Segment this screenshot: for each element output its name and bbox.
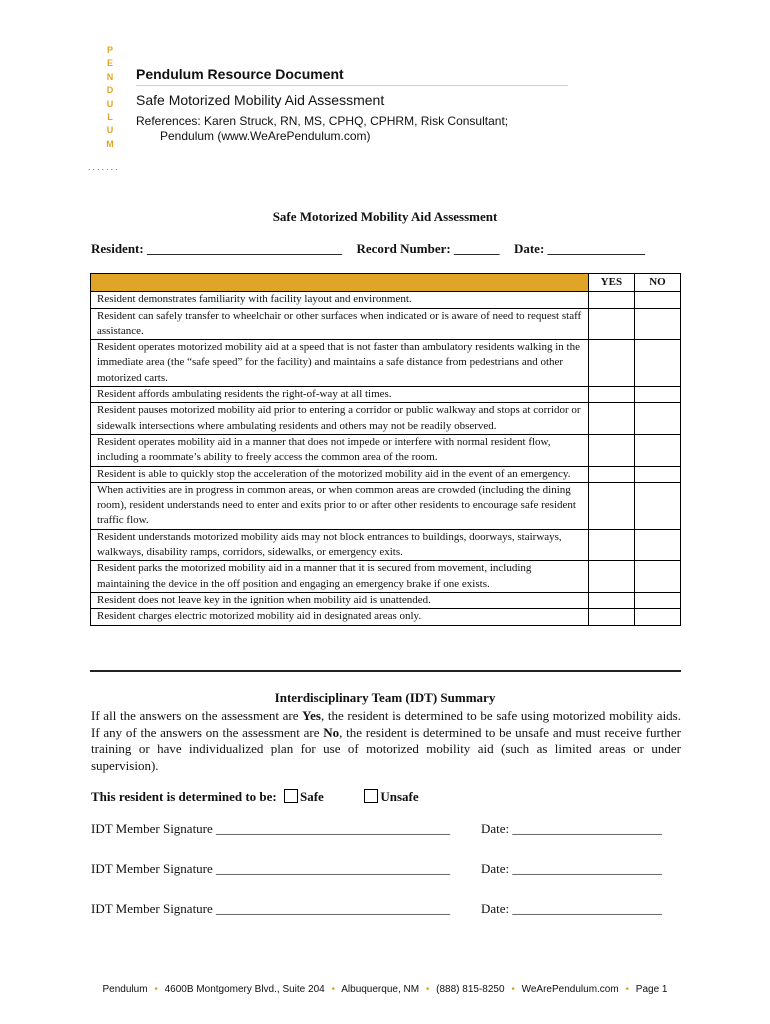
yes-cell[interactable] bbox=[588, 482, 634, 529]
form-title: Safe Motorized Mobility Aid Assessment bbox=[272, 209, 498, 224]
idt-text-part: , the resident is determined to be unsafe and must receive further training or have individualized plan for use of motorized mobility aid (such as limited areas or under supervision). bbox=[91, 724, 681, 773]
determination-label: This resident is determined to be: bbox=[91, 789, 277, 804]
header-references bbox=[136, 114, 568, 144]
no-cell[interactable] bbox=[634, 292, 680, 308]
logo-letter: D bbox=[106, 85, 114, 96]
table-row bbox=[91, 292, 681, 308]
signature-line[interactable] bbox=[91, 821, 681, 837]
no-cell[interactable] bbox=[634, 434, 680, 466]
yes-cell[interactable] bbox=[588, 308, 634, 340]
table-row bbox=[91, 308, 681, 340]
footer-separator: • bbox=[511, 984, 515, 995]
table-row bbox=[91, 466, 681, 482]
table-row bbox=[91, 529, 681, 561]
resident-field[interactable]: ______________________________ bbox=[146, 241, 342, 256]
table-row bbox=[91, 340, 681, 387]
signature-field[interactable]: IDT Member Signature ____________________________________ bbox=[91, 861, 451, 876]
footer-separator: • bbox=[625, 984, 629, 995]
record-number-field[interactable]: _______ bbox=[453, 241, 500, 256]
no-cell[interactable] bbox=[634, 466, 680, 482]
yes-cell[interactable] bbox=[588, 292, 634, 308]
footer-web[interactable]: WeArePendulum.com bbox=[521, 984, 619, 995]
no-column-header: NO bbox=[634, 274, 680, 292]
logo-letter: P bbox=[106, 45, 113, 55]
yes-cell[interactable] bbox=[588, 387, 634, 403]
resident-info-line bbox=[91, 241, 681, 257]
footer-phone: (888) 815-8250 bbox=[436, 984, 505, 995]
logo-letter: E bbox=[106, 58, 113, 69]
determination-line bbox=[91, 789, 419, 805]
logo-letter: U bbox=[106, 98, 114, 109]
no-cell[interactable] bbox=[634, 561, 680, 593]
table-row bbox=[91, 561, 681, 593]
idt-summary-title: Interdisciplinary Team (IDT) Summary bbox=[274, 690, 496, 705]
idt-summary-text bbox=[91, 708, 681, 774]
unsafe-checkbox[interactable] bbox=[364, 789, 378, 803]
yes-cell[interactable] bbox=[588, 434, 634, 466]
document-header bbox=[136, 66, 568, 144]
table-row bbox=[91, 609, 681, 625]
logo-letter: L bbox=[107, 112, 113, 123]
question-cell: When activities are in progress in common areas, or when common areas are crowded (including the dining room), resident understands need to enter and exits prior to or after other residents to encourage safe resident traffic flow. bbox=[91, 482, 589, 529]
no-cell[interactable] bbox=[634, 403, 680, 435]
question-cell: Resident can safely transfer to wheelchair or other surfaces when indicated or is aware of need to request staff assistance. bbox=[91, 308, 589, 340]
no-cell[interactable] bbox=[634, 482, 680, 529]
logo-letter: M bbox=[106, 138, 114, 149]
footer-separator: • bbox=[154, 984, 158, 995]
yes-cell[interactable] bbox=[588, 403, 634, 435]
record-number-label: Record Number: bbox=[356, 241, 451, 256]
table-header-row bbox=[91, 274, 681, 292]
table-row bbox=[91, 482, 681, 529]
no-cell[interactable] bbox=[634, 609, 680, 625]
footer-address: 4600B Montgomery Blvd., Suite 204 bbox=[164, 984, 325, 995]
yes-cell[interactable] bbox=[588, 529, 634, 561]
question-cell: Resident charges electric motorized mobility aid in designated areas only. bbox=[91, 609, 589, 625]
section-divider bbox=[90, 670, 681, 672]
yes-cell[interactable] bbox=[588, 592, 634, 608]
signature-field[interactable]: IDT Member Signature ____________________________________ bbox=[91, 821, 451, 836]
yes-column-header: YES bbox=[588, 274, 634, 292]
yes-cell[interactable] bbox=[588, 609, 634, 625]
logo-dots: ....... bbox=[88, 162, 120, 172]
table-row bbox=[91, 403, 681, 435]
yes-cell[interactable] bbox=[588, 340, 634, 387]
question-cell: Resident demonstrates familiarity with facility layout and environment. bbox=[91, 292, 589, 308]
yes-word: Yes bbox=[302, 708, 321, 723]
footer-city: Albuquerque, NM bbox=[341, 984, 420, 995]
footer-org: Pendulum bbox=[102, 984, 148, 995]
references-line-1: References: Karen Struck, RN, MS, CPHQ, CPHRM, Risk Consultant; bbox=[136, 114, 509, 128]
header-title: Pendulum Resource Document bbox=[136, 66, 568, 86]
header-subtitle: Safe Motorized Mobility Aid Assessment bbox=[136, 92, 385, 108]
logo-letter: U bbox=[106, 125, 114, 136]
no-word: No bbox=[323, 724, 340, 740]
date-field[interactable]: _______________ bbox=[547, 241, 646, 256]
signature-line[interactable] bbox=[91, 901, 681, 917]
question-cell: Resident parks the motorized mobility aid in a manner that it is secured from movement, including maintaining the device in the off position and engaging an emergency brake if one exists. bbox=[91, 561, 589, 593]
signature-date-field[interactable]: Date: _______________________ bbox=[481, 901, 662, 916]
yes-cell[interactable] bbox=[588, 466, 634, 482]
table-row bbox=[91, 387, 681, 403]
table-row bbox=[91, 592, 681, 608]
page-footer bbox=[0, 984, 770, 995]
safe-label: Safe bbox=[299, 789, 324, 804]
idt-text-part: If all the answers on the assessment are bbox=[91, 708, 303, 723]
signature-field[interactable]: IDT Member Signature ____________________________________ bbox=[91, 901, 451, 916]
no-cell[interactable] bbox=[634, 592, 680, 608]
references-line-2: Pendulum (www.WeArePendulum.com) bbox=[160, 129, 371, 143]
no-cell[interactable] bbox=[634, 387, 680, 403]
no-cell[interactable] bbox=[634, 308, 680, 340]
date-label: Date: bbox=[513, 241, 545, 256]
yes-cell[interactable] bbox=[588, 561, 634, 593]
question-cell: Resident understands motorized mobility aids may not block entrances to buildings, doorways, stairways, walkways, disability ramps, corridors, sidewalks, or emergency exits. bbox=[91, 529, 589, 561]
idt-text-part: , the resident is determined to be safe using motorized mobility aids. If any of the answers on the assessment are bbox=[91, 708, 681, 740]
signature-date-field[interactable]: Date: _______________________ bbox=[481, 861, 662, 876]
pendulum-logo bbox=[104, 44, 116, 151]
header-blank-cell bbox=[91, 274, 589, 292]
question-cell: Resident operates motorized mobility aid at a speed that is not faster than ambulatory residents walking in the immediate area (the “safe speed” for the facility) and maintains a safe distance from pedestrians and other motorized carts. bbox=[91, 340, 589, 387]
footer-separator: • bbox=[425, 984, 430, 995]
assessment-table bbox=[90, 273, 681, 626]
question-cell: Resident does not leave key in the ignition when mobility aid is unattended. bbox=[91, 592, 589, 608]
signature-date-field[interactable]: Date: _______________________ bbox=[481, 821, 662, 836]
question-cell: Resident is able to quickly stop the acceleration of the motorized mobility aid in the event of an emergency. bbox=[91, 466, 589, 482]
signature-line[interactable] bbox=[91, 861, 681, 877]
no-cell[interactable] bbox=[634, 340, 680, 387]
unsafe-label: Unsafe bbox=[380, 789, 419, 804]
footer-page-number: Page 1 bbox=[635, 984, 668, 995]
question-cell: Resident pauses motorized mobility aid prior to entering a corridor or public walkway and stops at corridor or sidewalk intersections where ambulating residents and others may not be readily observed. bbox=[91, 403, 589, 435]
no-cell[interactable] bbox=[634, 529, 680, 561]
logo-letter: N bbox=[106, 71, 114, 82]
resident-label: Resident: bbox=[91, 241, 144, 256]
table-row bbox=[91, 434, 681, 466]
question-cell: Resident affords ambulating residents the right-of-way at all times. bbox=[91, 387, 589, 403]
question-cell: Resident operates mobility aid in a manner that does not impede or interfere with normal resident flow, including a roommate’s ability to freely access the common area of the room. bbox=[91, 434, 589, 466]
footer-separator: • bbox=[331, 984, 335, 995]
safe-checkbox[interactable] bbox=[284, 789, 298, 803]
